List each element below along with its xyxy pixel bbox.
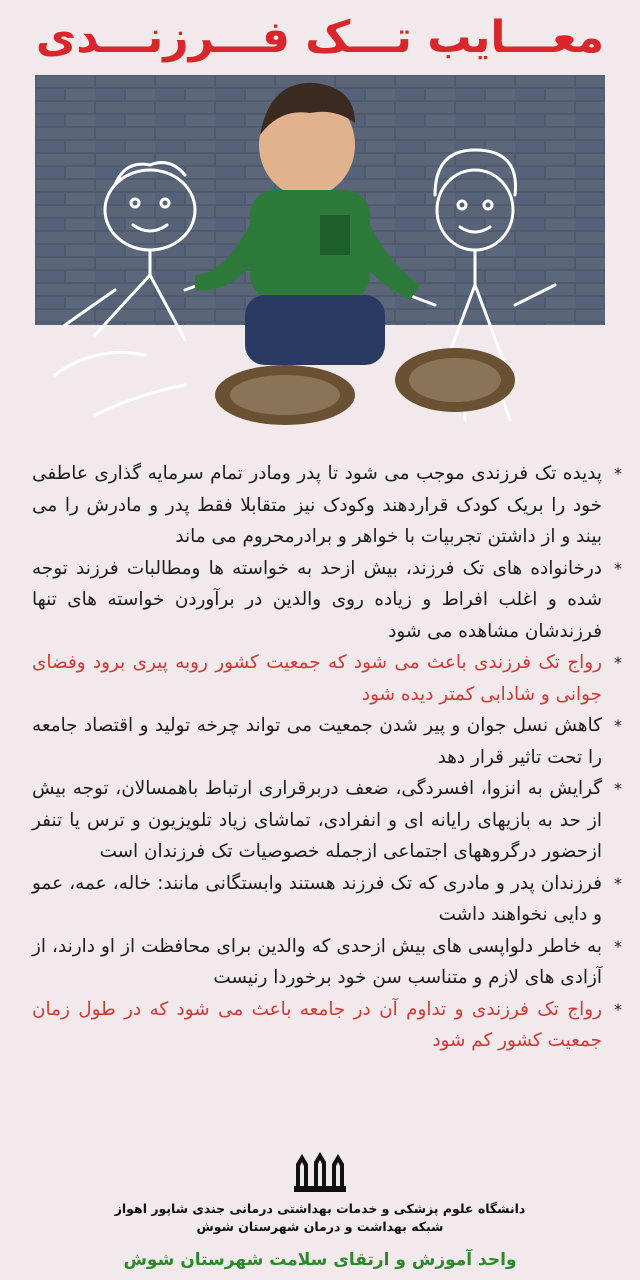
bullet-marker: *: [614, 558, 622, 578]
bullet-marker: *: [614, 936, 622, 956]
bullet-marker: *: [614, 716, 622, 735]
list-item-text: فرزندان پدر و مادری که تک فرزند هستند وابستگانی مانند: خاله، عمه، عمو و دایی نخواهند داشت: [32, 872, 602, 925]
list-item: [32, 931, 622, 994]
list-item: [32, 458, 622, 553]
list-item-text: کاهش نسل جوان و پیر شدن جمعیت می تواند چرخه تولید و اقتصاد جامعه را تحت تاثیر قرار دهد: [32, 715, 602, 768]
bullet-marker: *: [614, 779, 622, 798]
bullet-marker: *: [614, 999, 622, 1019]
network-name: شبکه بهداشت و درمان شهرستان شوش: [196, 1219, 444, 1234]
bullet-marker: *: [614, 653, 622, 672]
list-item-text: درخانواده های تک فرزند، بیش ازحد به خواسته ها ومطالبات فرزند توجه شده و اغلب افراط و زیاده روی والدین در برآوردن خواسته های تنها فرزندشان مشاهده می شود: [32, 557, 602, 642]
footer: [0, 1150, 640, 1272]
page-title: معـــایب تـــک فـــرزنـــدی: [35, 12, 605, 63]
unit-name: واحد آموزش و ارتقای سلامت شهرستان شوش: [123, 1250, 517, 1270]
list-item-text: رواج تک فرزندی و تداوم آن در جامعه باعث می شود که در طول زمان جمعیت کشور کم شود: [32, 998, 602, 1051]
university-name: دانشگاه علوم پزشکی و خدمات بهداشتی درمانی جندی شاپور اهواز: [114, 1201, 526, 1216]
list-item: [32, 994, 622, 1057]
bullet-marker: *: [614, 873, 622, 893]
list-item-text: به خاطر دلواپسی های بیش ازحدی که والدین برای محافظت از او دارند، از آزادی های لازم و متناسب سن خود برخوردا رنیست: [32, 935, 602, 988]
list-item: [32, 647, 622, 710]
bullet-list: [32, 458, 622, 1057]
list-item-text: گرایش به انزوا، افسردگی، ضعف دربرقراری ارتباط باهمسالان، توجه بیش از حد به بازیهای رایانه ای و انفرادی، تماشای زیاد تلویزیون و ترس یا تنفر ازحضور درگروههای اجتماعی ازجمله خصوصیات تک فرزندان است: [32, 778, 602, 862]
list-item: [32, 710, 622, 773]
list-item-text: پدیده تک فرزندی موجب می شود تا پدر ومادر تمام سرمایه گذاری عاطفی خود را بریک کودک قراردهند وکودک نیز متقابلا فقط پدر و مادرش را می بیند و از داشتن تجربیات با خواهر و برادرمحروم می ماند: [32, 463, 602, 547]
university-logo-icon: [290, 1150, 350, 1194]
list-item: [32, 868, 622, 931]
bullet-marker: *: [614, 464, 622, 483]
list-item: [32, 553, 622, 648]
list-item: [32, 773, 622, 868]
list-item-text: رواج تک فرزندی باعث می شود که جمعیت کشور روبه پیری برود وفضای جوانی و شادابی کمتر دیده شود: [32, 652, 602, 705]
hero-illustration: [35, 75, 605, 430]
